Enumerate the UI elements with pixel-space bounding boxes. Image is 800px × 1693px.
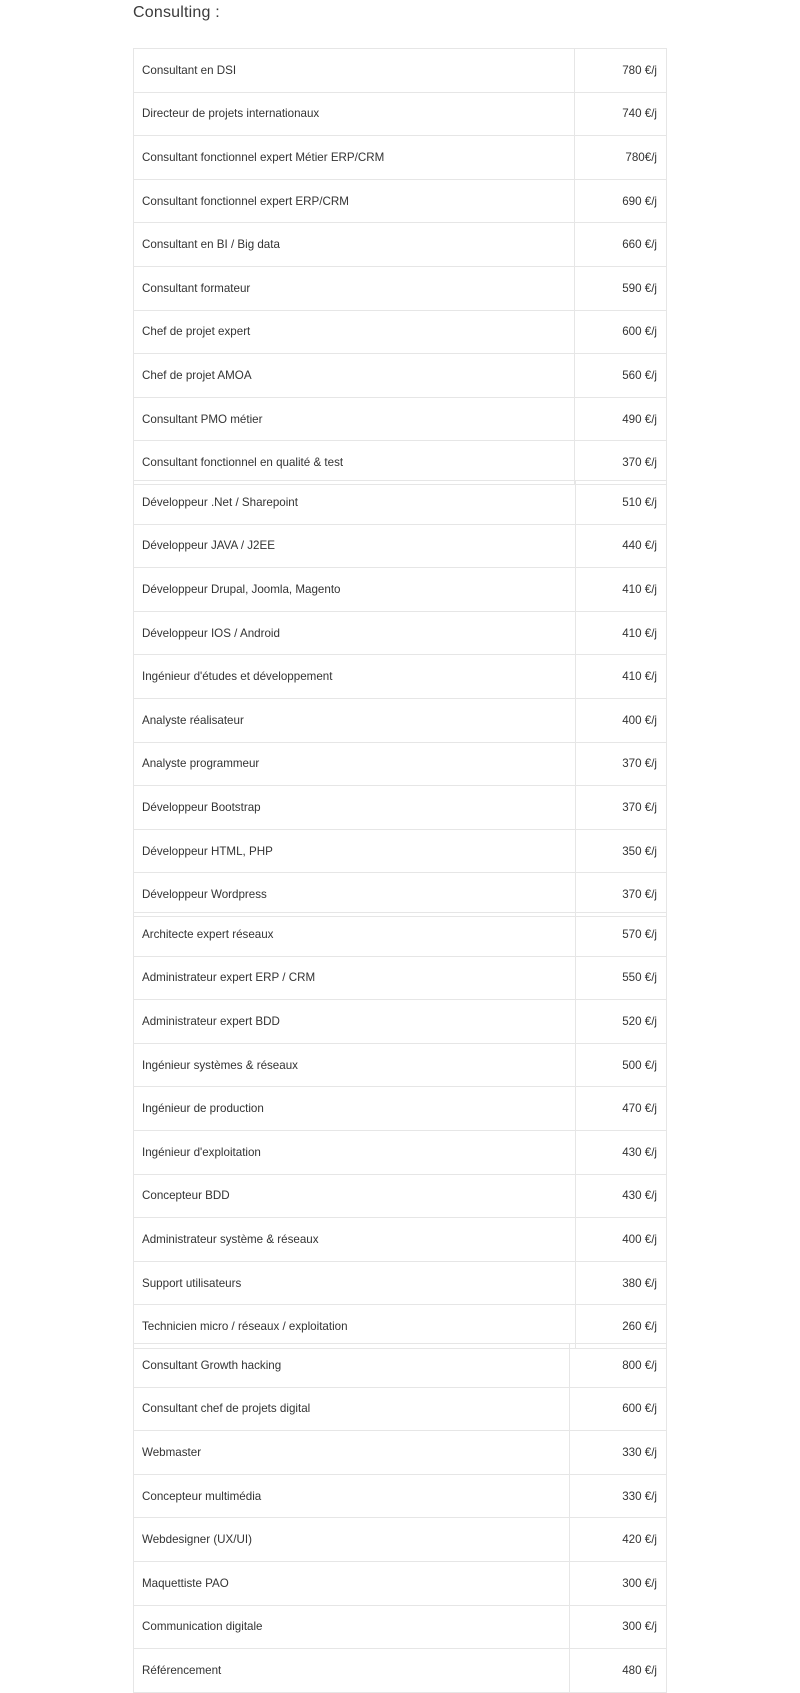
role-label: Ingénieur d'exploitation	[134, 1130, 576, 1174]
role-label: Ingénieur systèmes & réseaux	[134, 1043, 576, 1087]
table-row	[134, 1344, 667, 1388]
table-row	[134, 913, 667, 957]
daily-rate: 430 €/j	[576, 1174, 667, 1218]
daily-rate: 410 €/j	[576, 655, 667, 699]
rates-table-consulting	[133, 48, 667, 485]
daily-rate: 300 €/j	[570, 1605, 667, 1649]
table-row	[134, 698, 667, 742]
daily-rate: 660 €/j	[575, 223, 667, 267]
table-row	[134, 1518, 667, 1562]
table-row	[134, 655, 667, 699]
table-row	[134, 266, 667, 310]
table-row	[134, 397, 667, 441]
daily-rate: 550 €/j	[576, 956, 667, 1000]
daily-rate: 430 €/j	[576, 1130, 667, 1174]
role-label: Analyste programmeur	[134, 742, 576, 786]
table-row	[134, 568, 667, 612]
role-label: Support utilisateurs	[134, 1261, 576, 1305]
table-row	[134, 354, 667, 398]
table-row	[134, 1130, 667, 1174]
daily-rate: 780€/j	[575, 136, 667, 180]
daily-rate: 600 €/j	[575, 310, 667, 354]
daily-rate: 740 €/j	[575, 92, 667, 136]
table-row	[134, 1474, 667, 1518]
daily-rate: 500 €/j	[576, 1043, 667, 1087]
rates-table-development	[133, 480, 667, 917]
role-label: Administrateur expert ERP / CRM	[134, 956, 576, 1000]
daily-rate: 370 €/j	[576, 742, 667, 786]
daily-rate: 480 €/j	[570, 1649, 667, 1693]
role-label: Consultant Growth hacking	[134, 1344, 570, 1388]
role-label: Développeur .Net / Sharepoint	[134, 481, 576, 525]
role-label: Consultant fonctionnel expert Métier ERP/CRM	[134, 136, 575, 180]
table-row	[134, 179, 667, 223]
table-row	[134, 310, 667, 354]
table-row	[134, 1261, 667, 1305]
role-label: Consultant en BI / Big data	[134, 223, 575, 267]
role-label: Consultant fonctionnel en qualité & test	[134, 441, 575, 485]
page-title: Consulting :	[133, 4, 220, 21]
daily-rate: 370 €/j	[576, 873, 667, 917]
table-row	[134, 873, 667, 917]
daily-rate: 780 €/j	[575, 49, 667, 93]
table-row	[134, 1387, 667, 1431]
daily-rate: 560 €/j	[575, 354, 667, 398]
daily-rate: 600 €/j	[570, 1387, 667, 1431]
daily-rate: 800 €/j	[570, 1344, 667, 1388]
daily-rate: 590 €/j	[575, 266, 667, 310]
daily-rate: 690 €/j	[575, 179, 667, 223]
table-row	[134, 1431, 667, 1475]
role-label: Communication digitale	[134, 1605, 570, 1649]
role-label: Analyste réalisateur	[134, 698, 576, 742]
daily-rate: 370 €/j	[576, 786, 667, 830]
rates-table-digital	[133, 1343, 667, 1693]
role-label: Consultant chef de projets digital	[134, 1387, 570, 1431]
table-row	[134, 611, 667, 655]
table-row	[134, 1218, 667, 1262]
role-label: Développeur Drupal, Joomla, Magento	[134, 568, 576, 612]
daily-rate: 510 €/j	[576, 481, 667, 525]
table-row	[134, 1305, 667, 1349]
daily-rate: 470 €/j	[576, 1087, 667, 1131]
role-label: Administrateur expert BDD	[134, 1000, 576, 1044]
role-label: Consultant formateur	[134, 266, 575, 310]
table-row	[134, 136, 667, 180]
daily-rate: 330 €/j	[570, 1431, 667, 1475]
role-label: Webdesigner (UX/UI)	[134, 1518, 570, 1562]
role-label: Développeur IOS / Android	[134, 611, 576, 655]
role-label: Webmaster	[134, 1431, 570, 1475]
role-label: Ingénieur d'études et développement	[134, 655, 576, 699]
daily-rate: 410 €/j	[576, 568, 667, 612]
daily-rate: 410 €/j	[576, 611, 667, 655]
daily-rate: 420 €/j	[570, 1518, 667, 1562]
daily-rate: 440 €/j	[576, 524, 667, 568]
role-label: Consultant en DSI	[134, 49, 575, 93]
daily-rate: 570 €/j	[576, 913, 667, 957]
table-row	[134, 786, 667, 830]
table-row	[134, 1174, 667, 1218]
table-row	[134, 92, 667, 136]
role-label: Concepteur multimédia	[134, 1474, 570, 1518]
table-row	[134, 441, 667, 485]
daily-rate: 400 €/j	[576, 1218, 667, 1262]
table-row	[134, 1043, 667, 1087]
role-label: Administrateur système & réseaux	[134, 1218, 576, 1262]
daily-rate: 400 €/j	[576, 698, 667, 742]
role-label: Développeur HTML, PHP	[134, 829, 576, 873]
role-label: Consultant PMO métier	[134, 397, 575, 441]
table-row	[134, 742, 667, 786]
daily-rate: 330 €/j	[570, 1474, 667, 1518]
daily-rate: 370 €/j	[575, 441, 667, 485]
daily-rate: 260 €/j	[576, 1305, 667, 1349]
role-label: Ingénieur de production	[134, 1087, 576, 1131]
role-label: Chef de projet expert	[134, 310, 575, 354]
daily-rate: 350 €/j	[576, 829, 667, 873]
role-label: Directeur de projets internationaux	[134, 92, 575, 136]
table-row	[134, 1561, 667, 1605]
table-row	[134, 1000, 667, 1044]
role-label: Technicien micro / réseaux / exploitation	[134, 1305, 576, 1349]
role-label: Consultant fonctionnel expert ERP/CRM	[134, 179, 575, 223]
table-row	[134, 49, 667, 93]
table-row	[134, 1605, 667, 1649]
role-label: Concepteur BDD	[134, 1174, 576, 1218]
table-row	[134, 1087, 667, 1131]
role-label: Développeur JAVA / J2EE	[134, 524, 576, 568]
daily-rate: 380 €/j	[576, 1261, 667, 1305]
daily-rate: 490 €/j	[575, 397, 667, 441]
daily-rate: 520 €/j	[576, 1000, 667, 1044]
table-row	[134, 481, 667, 525]
table-row	[134, 829, 667, 873]
rates-table-infrastructure	[133, 912, 667, 1349]
table-row	[134, 956, 667, 1000]
role-label: Référencement	[134, 1649, 570, 1693]
daily-rate: 300 €/j	[570, 1561, 667, 1605]
role-label: Développeur Bootstrap	[134, 786, 576, 830]
role-label: Développeur Wordpress	[134, 873, 576, 917]
table-row	[134, 524, 667, 568]
role-label: Chef de projet AMOA	[134, 354, 575, 398]
role-label: Maquettiste PAO	[134, 1561, 570, 1605]
role-label: Architecte expert réseaux	[134, 913, 576, 957]
table-row	[134, 223, 667, 267]
table-row	[134, 1649, 667, 1693]
